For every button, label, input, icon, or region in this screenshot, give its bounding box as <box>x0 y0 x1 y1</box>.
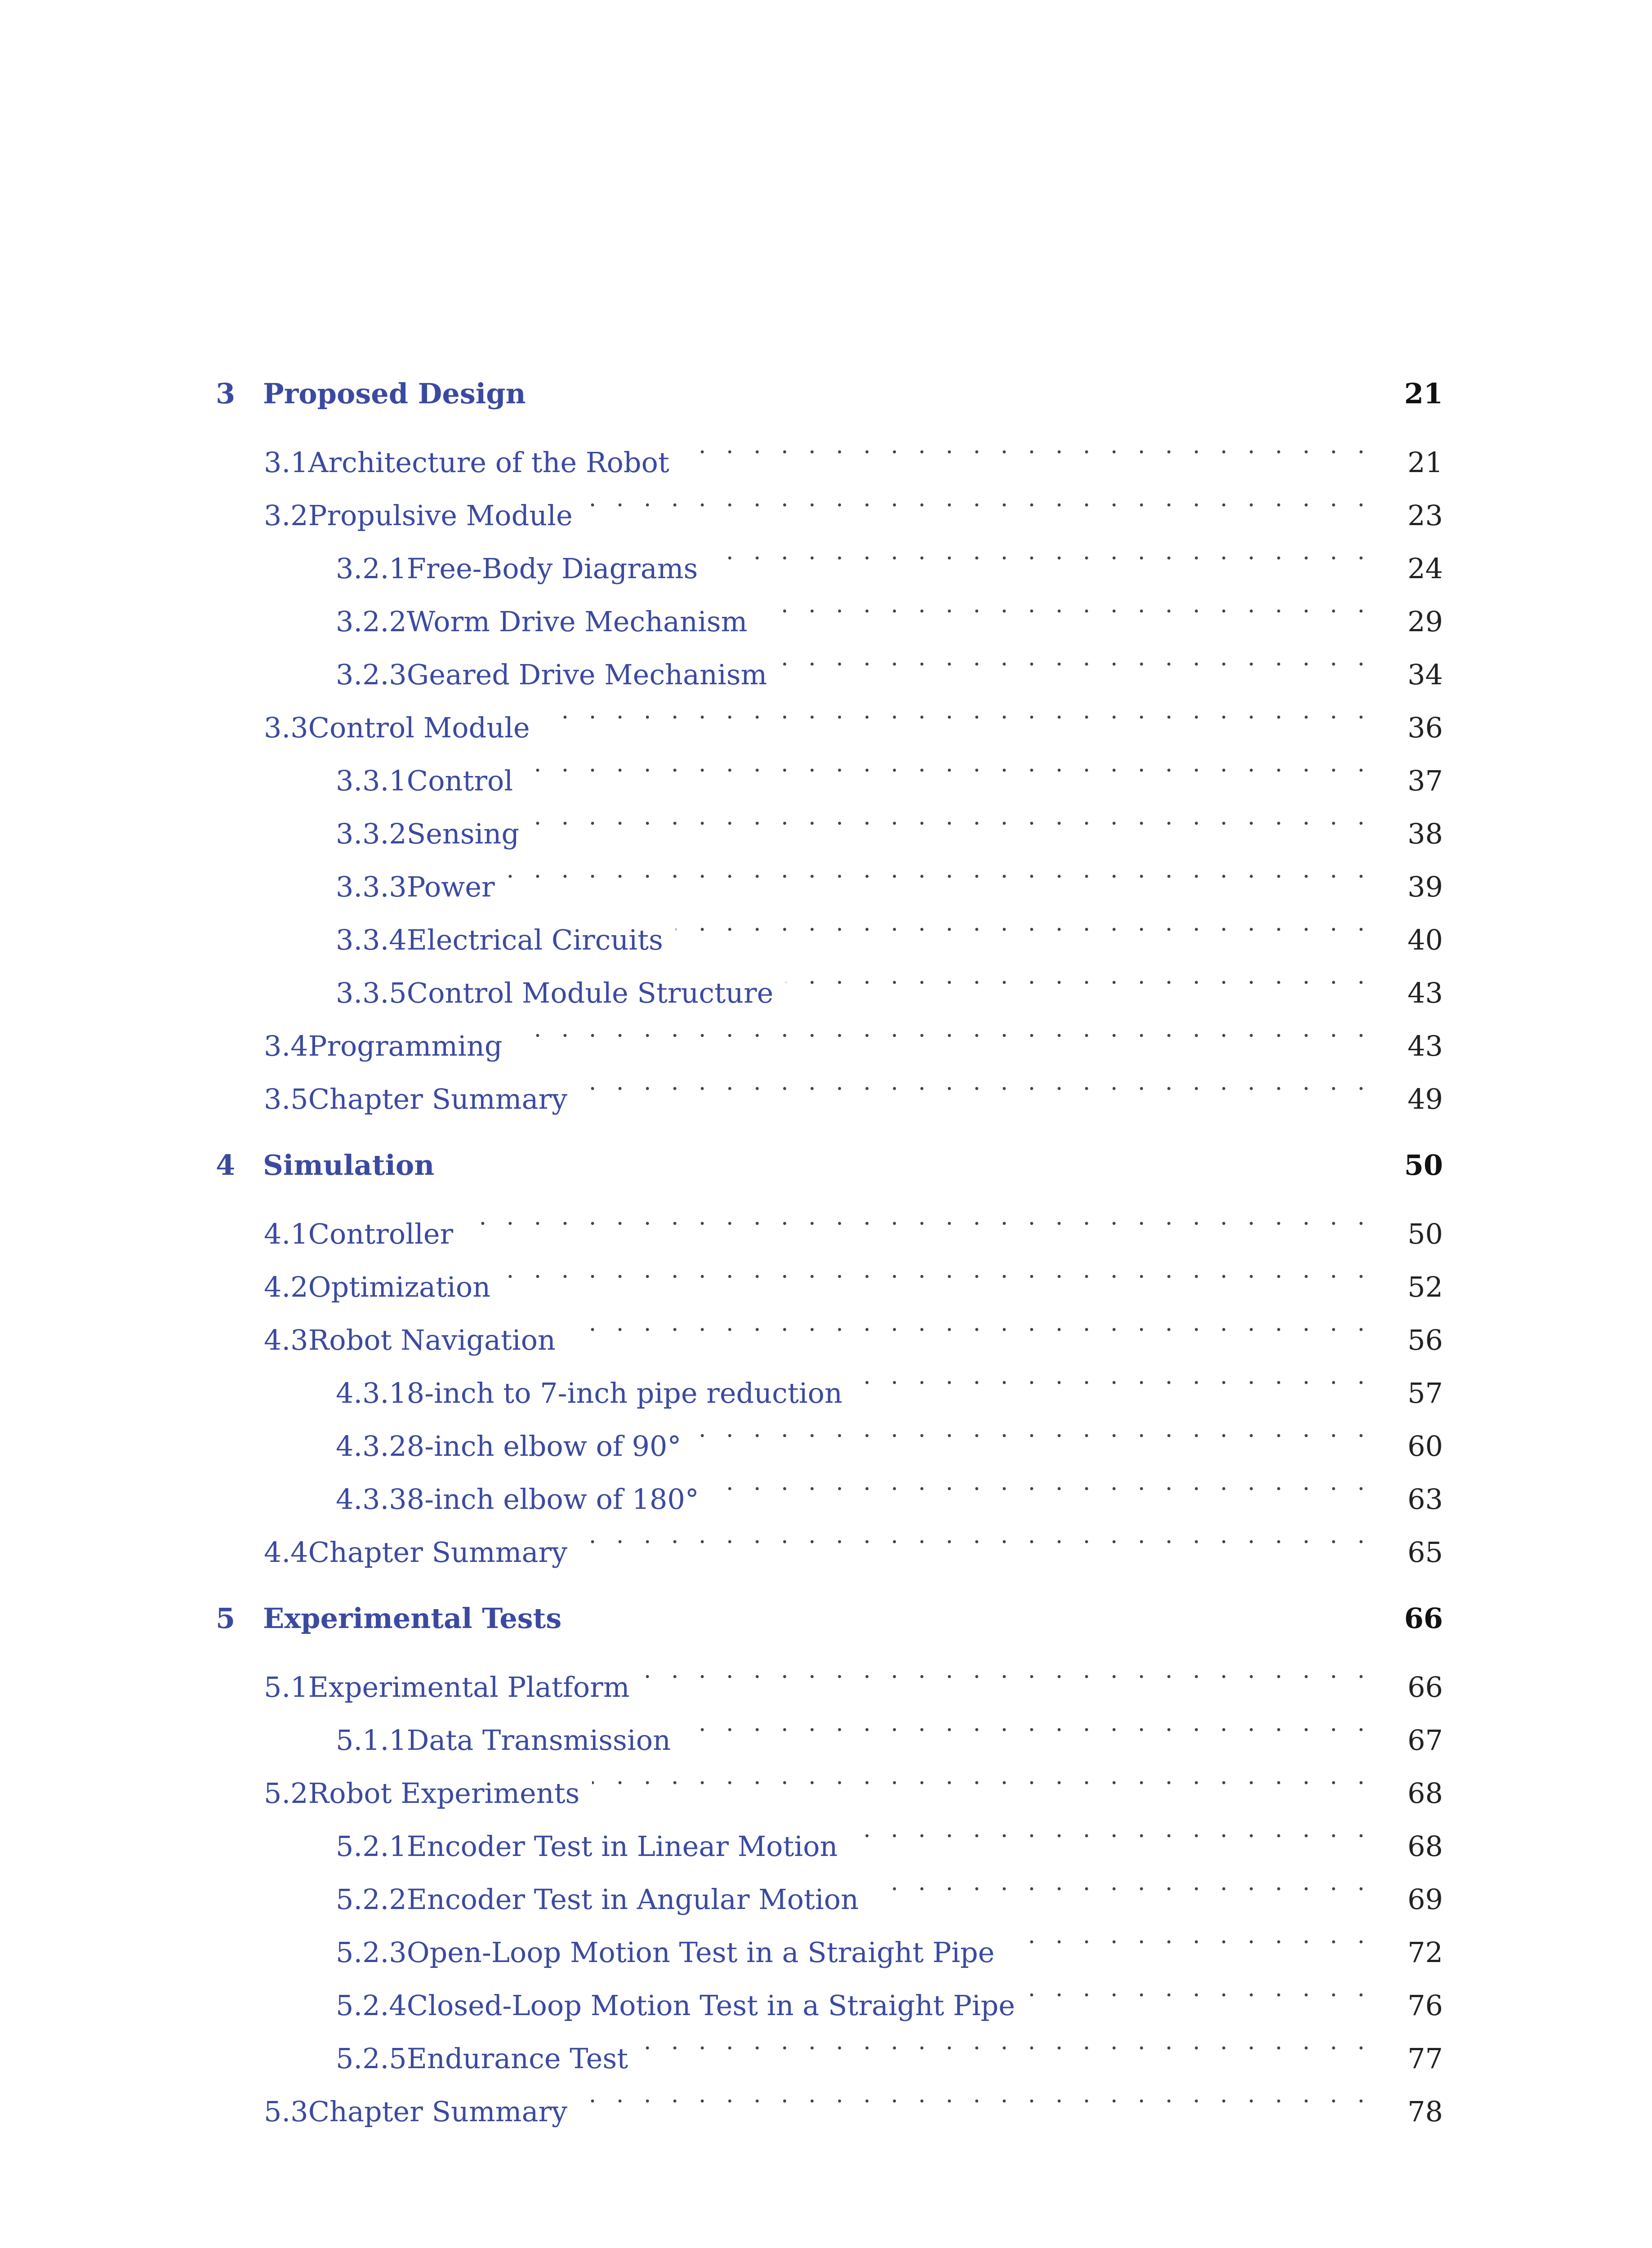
entry-page-number: 72 <box>1407 1936 1443 1969</box>
toc-entry-4-2[interactable] <box>216 1244 1443 1303</box>
chapter-number: 5 <box>216 1602 236 1635</box>
entry-number: 4.1 <box>264 1218 308 1250</box>
toc-entry-5-2-3[interactable] <box>216 1909 1443 1969</box>
chapter-title: Proposed Design <box>263 377 526 410</box>
entry-title: Encoder Test in Angular Motion <box>406 1883 859 1916</box>
dot-leader <box>532 790 1371 843</box>
entry-page-number: 69 <box>1407 1883 1443 1916</box>
dot-leader <box>543 684 1371 737</box>
dot-leader <box>508 843 1371 897</box>
entry-title: Experimental Platform <box>308 1671 630 1704</box>
entry-title: Control Module Structure <box>406 977 774 1009</box>
entry-number: 4.3.3 <box>336 1483 407 1516</box>
table-of-contents <box>216 369 1443 2128</box>
dot-leader <box>525 737 1371 790</box>
toc-chapter-5 <box>216 1593 1443 2128</box>
toc-entry-5-2-5[interactable] <box>216 2015 1443 2075</box>
entry-page-number: 23 <box>1407 499 1443 532</box>
entry-page-number: 43 <box>1407 1030 1443 1062</box>
dot-leader <box>760 578 1371 631</box>
entry-page-number: 40 <box>1407 923 1443 956</box>
dot-leader <box>855 1350 1371 1403</box>
toc-entry-5-2[interactable] <box>216 1750 1443 1810</box>
entry-title: 8-inch elbow of 90° <box>406 1430 681 1463</box>
entry-number: 5.2 <box>264 1777 308 1810</box>
toc-chapter-4 <box>216 1140 1443 1569</box>
dot-leader <box>515 1003 1371 1056</box>
toc-entry-4-3-1[interactable] <box>216 1350 1443 1409</box>
toc-entry-3-3-1[interactable] <box>216 737 1443 797</box>
toc-entry-4-3-2[interactable] <box>216 1403 1443 1463</box>
entry-page-number: 56 <box>1407 1324 1443 1356</box>
entry-title: Chapter Summary <box>308 2095 568 2128</box>
entry-title: Free-Body Diagrams <box>406 552 698 585</box>
toc-entry-4-4[interactable] <box>216 1509 1443 1569</box>
entry-number: 5.3 <box>264 2095 308 2128</box>
toc-entry-5-3[interactable] <box>216 2068 1443 2128</box>
toc-entry-3-3-2[interactable] <box>216 790 1443 850</box>
entry-title: Propulsive Module <box>308 499 573 532</box>
entry-title: Robot Navigation <box>308 1324 556 1356</box>
toc-entry-5-1[interactable] <box>216 1644 1443 1704</box>
entry-title: Optimization <box>308 1271 491 1303</box>
entry-page-number: 77 <box>1407 2042 1443 2075</box>
entry-number: 3.3.1 <box>336 764 407 797</box>
dot-leader <box>694 1403 1371 1456</box>
chapter-page-number: 50 <box>1404 1149 1443 1182</box>
entry-number: 3.2.2 <box>336 605 407 638</box>
toc-entry-3-2-2[interactable] <box>216 578 1443 638</box>
toc-chapter-heading[interactable] <box>216 1140 1443 1191</box>
entry-number: 3.4 <box>264 1030 308 1062</box>
entry-number: 3.3.4 <box>336 923 407 956</box>
dot-leader <box>466 1191 1371 1244</box>
entry-page-number: 24 <box>1407 552 1443 585</box>
entry-page-number: 21 <box>1407 446 1443 479</box>
dot-leader <box>568 1297 1371 1350</box>
entry-page-number: 65 <box>1407 1536 1443 1569</box>
chapter-page-number: 66 <box>1404 1602 1443 1635</box>
entry-number: 5.2.1 <box>336 1830 407 1863</box>
dot-leader <box>682 419 1371 472</box>
entry-page-number: 29 <box>1407 605 1443 638</box>
entry-number: 3.3.5 <box>336 977 407 1009</box>
toc-entry-3-1[interactable] <box>216 419 1443 479</box>
entry-number: 3.2.3 <box>336 658 407 691</box>
entry-page-number: 50 <box>1407 1218 1443 1250</box>
entry-title: Electrical Circuits <box>406 923 663 956</box>
chapter-number: 3 <box>216 377 236 410</box>
toc-entry-4-3[interactable] <box>216 1297 1443 1356</box>
toc-entry-3-2-3[interactable] <box>216 631 1443 691</box>
entry-title: Chapter Summary <box>308 1536 568 1569</box>
entry-page-number: 34 <box>1407 658 1443 691</box>
entry-number: 5.2.3 <box>336 1936 407 1969</box>
dot-leader <box>683 1697 1371 1750</box>
dot-leader <box>580 1056 1371 1109</box>
chapter-number: 4 <box>216 1149 236 1182</box>
chapter-page-number: 21 <box>1404 377 1443 410</box>
toc-entry-3-3-3[interactable] <box>216 843 1443 903</box>
entry-title: Geared Drive Mechanism <box>406 658 767 691</box>
dot-leader <box>710 525 1371 578</box>
entry-number: 5.2.2 <box>336 1883 407 1916</box>
entry-number: 3.3.3 <box>336 870 407 903</box>
entry-number: 3.5 <box>264 1083 308 1115</box>
dot-leader <box>676 897 1371 950</box>
entry-page-number: 66 <box>1407 1671 1443 1704</box>
entry-number: 3.2 <box>264 499 308 532</box>
toc-entry-3-3-4[interactable] <box>216 897 1443 956</box>
entry-number: 4.3.1 <box>336 1377 407 1409</box>
toc-entry-4-3-3[interactable] <box>216 1456 1443 1516</box>
dot-leader <box>786 950 1371 1003</box>
entry-page-number: 57 <box>1407 1377 1443 1409</box>
entry-title: Control <box>406 764 513 797</box>
toc-entry-3-4[interactable] <box>216 1003 1443 1062</box>
entry-title: Sensing <box>406 817 520 850</box>
entry-page-number: 63 <box>1407 1483 1443 1516</box>
entry-number: 5.2.5 <box>336 2042 407 2075</box>
entry-number: 5.1 <box>264 1671 308 1704</box>
toc-entry-5-2-2[interactable] <box>216 1856 1443 1916</box>
entry-title: Controller <box>308 1218 454 1250</box>
dot-leader <box>641 2015 1371 2068</box>
toc-entry-3-2[interactable] <box>216 472 1443 532</box>
entry-title: Chapter Summary <box>308 1083 568 1115</box>
dot-leader <box>580 1509 1371 1562</box>
toc-chapter-3 <box>216 369 1443 1115</box>
dot-leader <box>871 1856 1371 1909</box>
dot-leader <box>642 1644 1371 1697</box>
entry-page-number: 67 <box>1407 1724 1443 1757</box>
entry-title: Control Module <box>308 711 530 744</box>
dot-leader <box>592 1750 1371 1803</box>
dot-leader <box>585 472 1371 525</box>
entry-title: Power <box>406 870 495 903</box>
entry-page-number: 37 <box>1407 764 1443 797</box>
entry-page-number: 78 <box>1407 2095 1443 2128</box>
toc-entry-5-2-1[interactable] <box>216 1803 1443 1863</box>
dot-leader <box>1028 1962 1371 2015</box>
entry-title: 8-inch to 7-inch pipe reduction <box>406 1377 843 1409</box>
dot-leader <box>850 1803 1371 1856</box>
entry-page-number: 60 <box>1407 1430 1443 1463</box>
entry-number: 4.3 <box>264 1324 308 1356</box>
entry-page-number: 52 <box>1407 1271 1443 1303</box>
entry-number: 5.1.1 <box>336 1724 407 1757</box>
entry-page-number: 49 <box>1407 1083 1443 1115</box>
dot-leader <box>580 2068 1371 2121</box>
dot-leader <box>503 1244 1371 1297</box>
entry-page-number: 43 <box>1407 977 1443 1009</box>
chapter-title: Experimental Tests <box>263 1602 562 1635</box>
entry-number: 5.2.4 <box>336 1989 407 2022</box>
entry-number: 3.3 <box>264 711 308 744</box>
entry-number: 3.3.2 <box>336 817 407 850</box>
entry-title: 8-inch elbow of 180° <box>406 1483 699 1516</box>
entry-number: 3.1 <box>264 446 308 479</box>
toc-entry-5-2-4[interactable] <box>216 1962 1443 2022</box>
toc-entry-3-3-5[interactable] <box>216 950 1443 1009</box>
toc-chapter-heading[interactable] <box>216 1593 1443 1644</box>
entry-title: Encoder Test in Linear Motion <box>406 1830 838 1863</box>
toc-chapter-heading[interactable] <box>216 369 1443 419</box>
toc-entry-5-1-1[interactable] <box>216 1697 1443 1757</box>
chapter-title: Simulation <box>263 1149 435 1182</box>
entry-page-number: 68 <box>1407 1777 1443 1810</box>
entry-title: Worm Drive Mechanism <box>406 605 748 638</box>
entry-number: 3.2.1 <box>336 552 407 585</box>
entry-page-number: 68 <box>1407 1830 1443 1863</box>
entry-title: Closed-Loop Motion Test in a Straight Pipe <box>406 1989 1015 2022</box>
entry-number: 4.2 <box>264 1271 308 1303</box>
entry-page-number: 38 <box>1407 817 1443 850</box>
entry-title: Programming <box>308 1030 503 1062</box>
dot-leader <box>779 631 1371 684</box>
toc-entry-3-3[interactable] <box>216 684 1443 744</box>
entry-page-number: 76 <box>1407 1989 1443 2022</box>
entry-number: 4.3.2 <box>336 1430 407 1463</box>
dot-leader <box>1007 1909 1371 1962</box>
entry-title: Endurance Test <box>406 2042 628 2075</box>
toc-entry-4-1[interactable] <box>216 1191 1443 1250</box>
entry-number: 4.4 <box>264 1536 308 1569</box>
entry-page-number: 36 <box>1407 711 1443 744</box>
entry-page-number: 39 <box>1407 870 1443 903</box>
entry-title: Data Transmission <box>406 1724 671 1757</box>
entry-title: Open-Loop Motion Test in a Straight Pipe <box>406 1936 995 1969</box>
entry-title: Architecture of the Robot <box>308 446 669 479</box>
dot-leader <box>712 1456 1371 1509</box>
toc-entry-3-5[interactable] <box>216 1056 1443 1115</box>
toc-entry-3-2-1[interactable] <box>216 525 1443 585</box>
entry-title: Robot Experiments <box>308 1777 580 1810</box>
